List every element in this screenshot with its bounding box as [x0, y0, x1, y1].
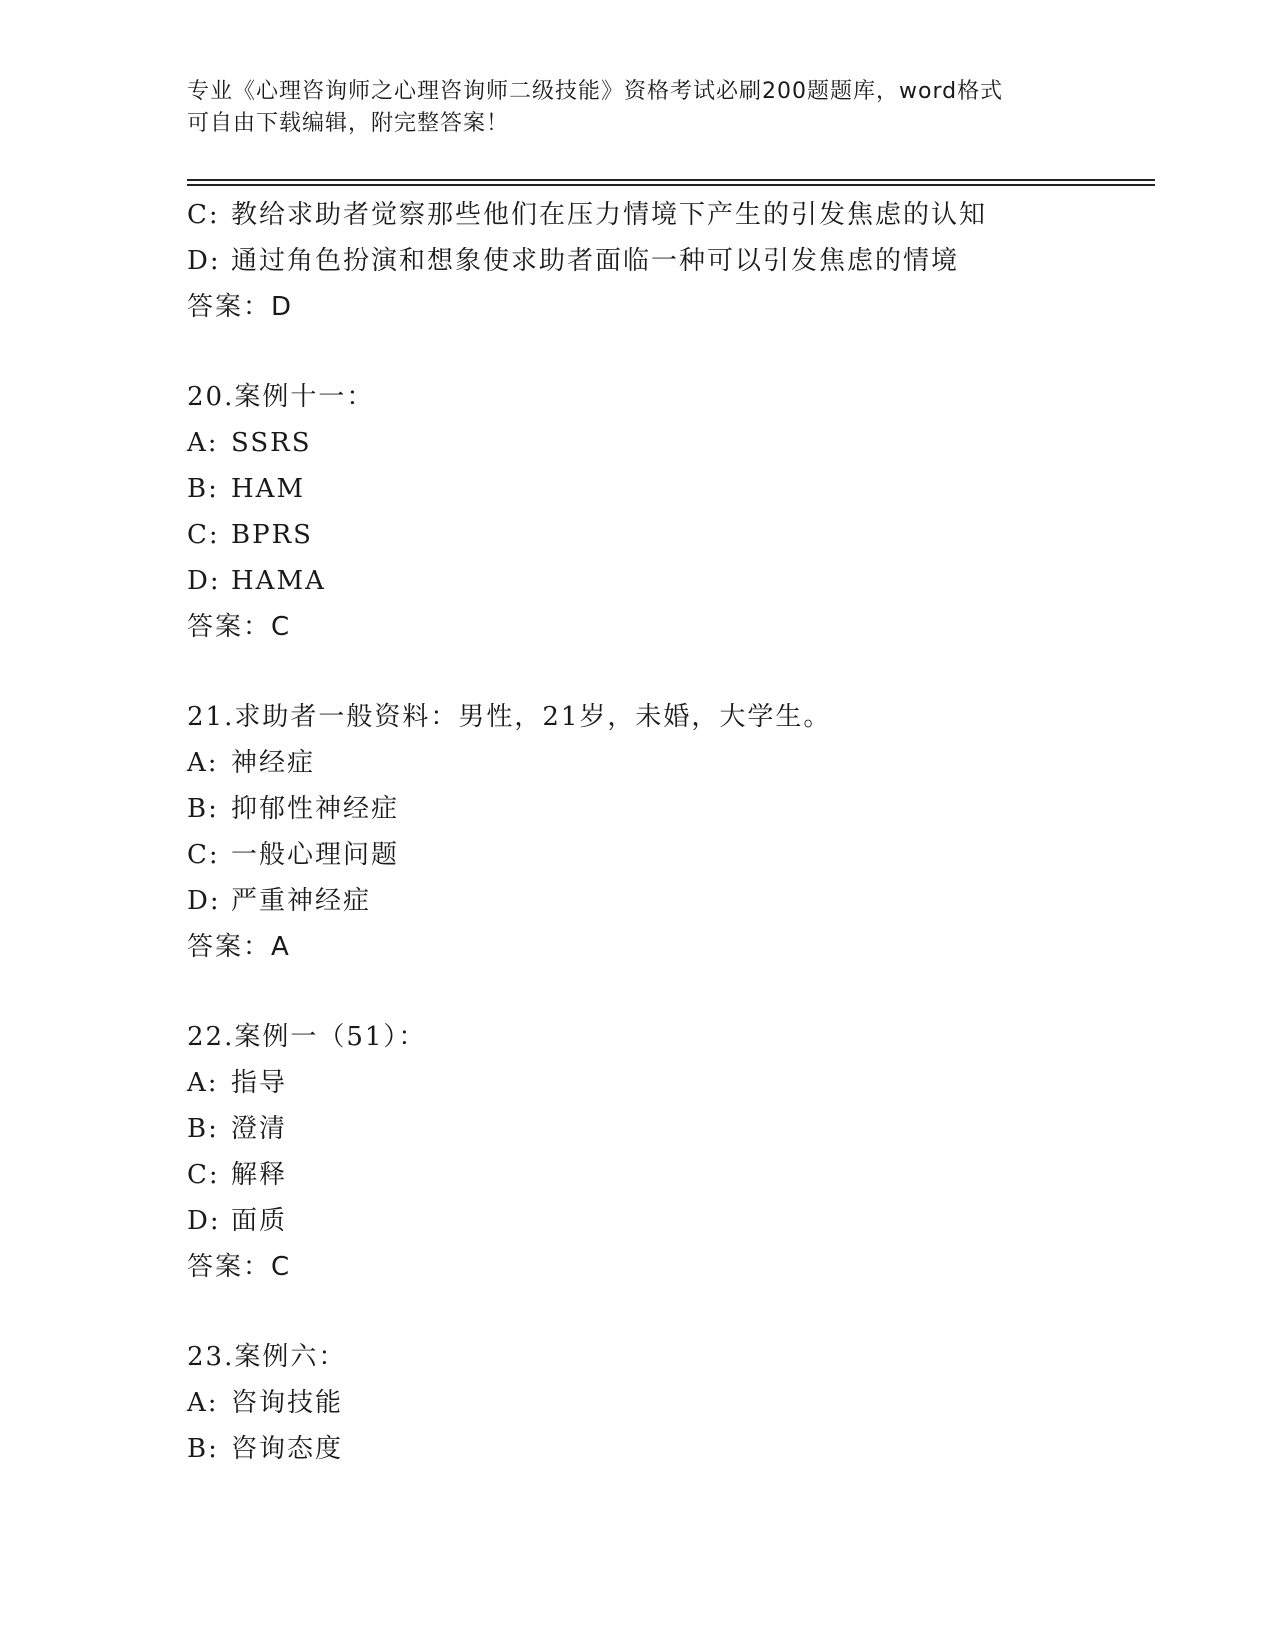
option-text: 咨询态度: [231, 1434, 344, 1464]
option-text: 教给求助者觉察那些他们在压力情境下产生的引发焦虑的认知: [231, 200, 988, 230]
question-block-20: [187, 374, 1147, 650]
question-block-21: [187, 694, 1147, 970]
option-text: 通过角色扮演和想象使求助者面临一种可以引发焦虑的情境: [231, 246, 960, 276]
option-label: D:: [187, 886, 221, 916]
header-line-1: 专业《心理咨询师之心理咨询师二级技能》资格考试必刷200题题库，word格式: [187, 79, 1004, 104]
option-text: HAMA: [231, 566, 326, 596]
option-b: [187, 466, 1147, 512]
option-label: B:: [187, 794, 219, 824]
answer-line: 答案：C: [187, 1252, 292, 1282]
option-text: HAM: [231, 474, 306, 504]
header-divider-top: [187, 179, 1155, 181]
question-title: 23.案例六：: [187, 1342, 347, 1372]
option-text: SSRS: [231, 428, 312, 458]
option-text: 抑郁性神经症: [231, 794, 400, 824]
question-title: 21.求助者一般资料：男性，21岁，未婚，大学生。: [187, 702, 832, 732]
option-c: [187, 832, 1147, 878]
option-label: A:: [187, 748, 219, 778]
question-title: 22.案例一（51）：: [187, 1022, 427, 1052]
option-label: B:: [187, 1434, 219, 1464]
option-label: A:: [187, 1388, 219, 1418]
option-label: B:: [187, 474, 219, 504]
option-text: 指导: [231, 1068, 288, 1098]
answer-line: 答案：A: [187, 932, 291, 962]
option-a: [187, 420, 1147, 466]
option-label: C:: [187, 840, 220, 870]
question-block-23: [187, 1334, 1147, 1472]
question-block-19: [187, 192, 1147, 330]
answer-line: 答案：C: [187, 612, 292, 642]
option-label: D:: [187, 246, 221, 276]
option-d: [187, 1198, 1147, 1244]
option-label: D:: [187, 566, 221, 596]
option-text: 面质: [231, 1206, 288, 1236]
option-text: BPRS: [231, 520, 313, 550]
option-b: [187, 1106, 1147, 1152]
option-label: A:: [187, 1068, 219, 1098]
document-header: [187, 76, 1087, 140]
option-text: 咨询技能: [231, 1388, 344, 1418]
option-a: [187, 1060, 1147, 1106]
option-label: C:: [187, 520, 220, 550]
option-label: D:: [187, 1206, 221, 1236]
question-block-22: [187, 1014, 1147, 1290]
option-label: B:: [187, 1114, 219, 1144]
option-c: [187, 192, 1147, 238]
option-label: A:: [187, 428, 219, 458]
header-line-2: 可自由下载编辑，附完整答案！: [187, 111, 510, 136]
option-label: C:: [187, 200, 220, 230]
option-label: C:: [187, 1160, 220, 1190]
option-c: [187, 1152, 1147, 1198]
question-title: 20.案例十一：: [187, 382, 375, 412]
answer-line: 答案：D: [187, 292, 294, 322]
option-a: [187, 740, 1147, 786]
option-d: [187, 878, 1147, 924]
option-text: 严重神经症: [231, 886, 372, 916]
option-b: [187, 1426, 1147, 1472]
option-text: 神经症: [231, 748, 316, 778]
question-list: [187, 192, 1147, 1472]
option-text: 解释: [231, 1160, 288, 1190]
option-d: [187, 238, 1147, 284]
option-text: 一般心理问题: [231, 840, 400, 870]
header-divider-bottom: [187, 184, 1155, 186]
option-a: [187, 1380, 1147, 1426]
option-text: 澄清: [231, 1114, 288, 1144]
option-d: [187, 558, 1147, 604]
option-c: [187, 512, 1147, 558]
option-b: [187, 786, 1147, 832]
